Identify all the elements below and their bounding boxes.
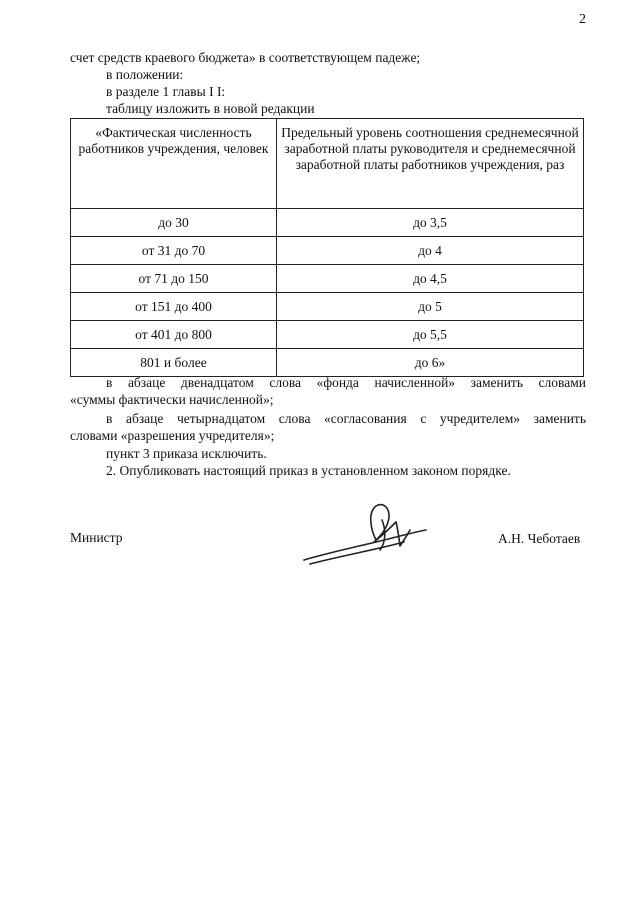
table-row (71, 237, 584, 265)
ratio-table (70, 118, 584, 377)
table-row (71, 265, 584, 293)
table-row (71, 293, 584, 321)
table-cell-employees: до 30 (71, 209, 277, 237)
paragraph-4: 2. Опубликовать настоящий приказ в установленном законом порядке. (106, 463, 511, 478)
table-header-employees: «Фактическая численность работников учреждения, человек (71, 119, 277, 209)
table-row (71, 349, 584, 377)
signer-name: А.Н. Чеботаев (498, 531, 581, 546)
signer-position: Министр (70, 530, 123, 545)
paragraph-2-line-1: в абзаце четырнадцатом слова «согласования с учредителем» заменить (106, 411, 586, 426)
page-number: 2 (579, 12, 586, 27)
table-cell-employees: 801 и более (71, 349, 277, 377)
table-cell-ratio: до 4 (277, 237, 584, 265)
paragraph-1-line-1: в абзаце двенадцатом слова «фонда начисленной» заменить словами (106, 375, 586, 390)
table-row (71, 209, 584, 237)
table-cell-employees: от 31 до 70 (71, 237, 277, 265)
table-cell-ratio: до 4,5 (277, 265, 584, 293)
intro-line-4: таблицу изложить в новой редакции (106, 101, 315, 116)
table-cell-ratio: до 3,5 (277, 209, 584, 237)
table-header-row (71, 119, 584, 209)
table-cell-employees: от 401 до 800 (71, 321, 277, 349)
table-cell-ratio: до 5,5 (277, 321, 584, 349)
table-cell-ratio: до 6» (277, 349, 584, 377)
table-row (71, 321, 584, 349)
table-header-ratio: Предельный уровень соотношения среднемесячной заработной платы руководителя и среднемесячной заработной платы работников учреждения, раз (277, 119, 584, 209)
table-cell-ratio: до 5 (277, 293, 584, 321)
table-cell-employees: от 151 до 400 (71, 293, 277, 321)
table-cell-employees: от 71 до 150 (71, 265, 277, 293)
intro-line-3: в разделе 1 главы I I: (106, 84, 226, 99)
intro-line-2: в положении: (106, 67, 184, 82)
paragraph-2-line-2: словами «разрешения учредителя»; (70, 428, 275, 443)
paragraph-1-line-2: «суммы фактически начисленной»; (70, 392, 274, 407)
paragraph-3: пункт 3 приказа исключить. (106, 446, 267, 461)
intro-line-1: счет средств краевого бюджета» в соответствующем падеже; (70, 50, 421, 65)
handwritten-signature (300, 500, 430, 575)
